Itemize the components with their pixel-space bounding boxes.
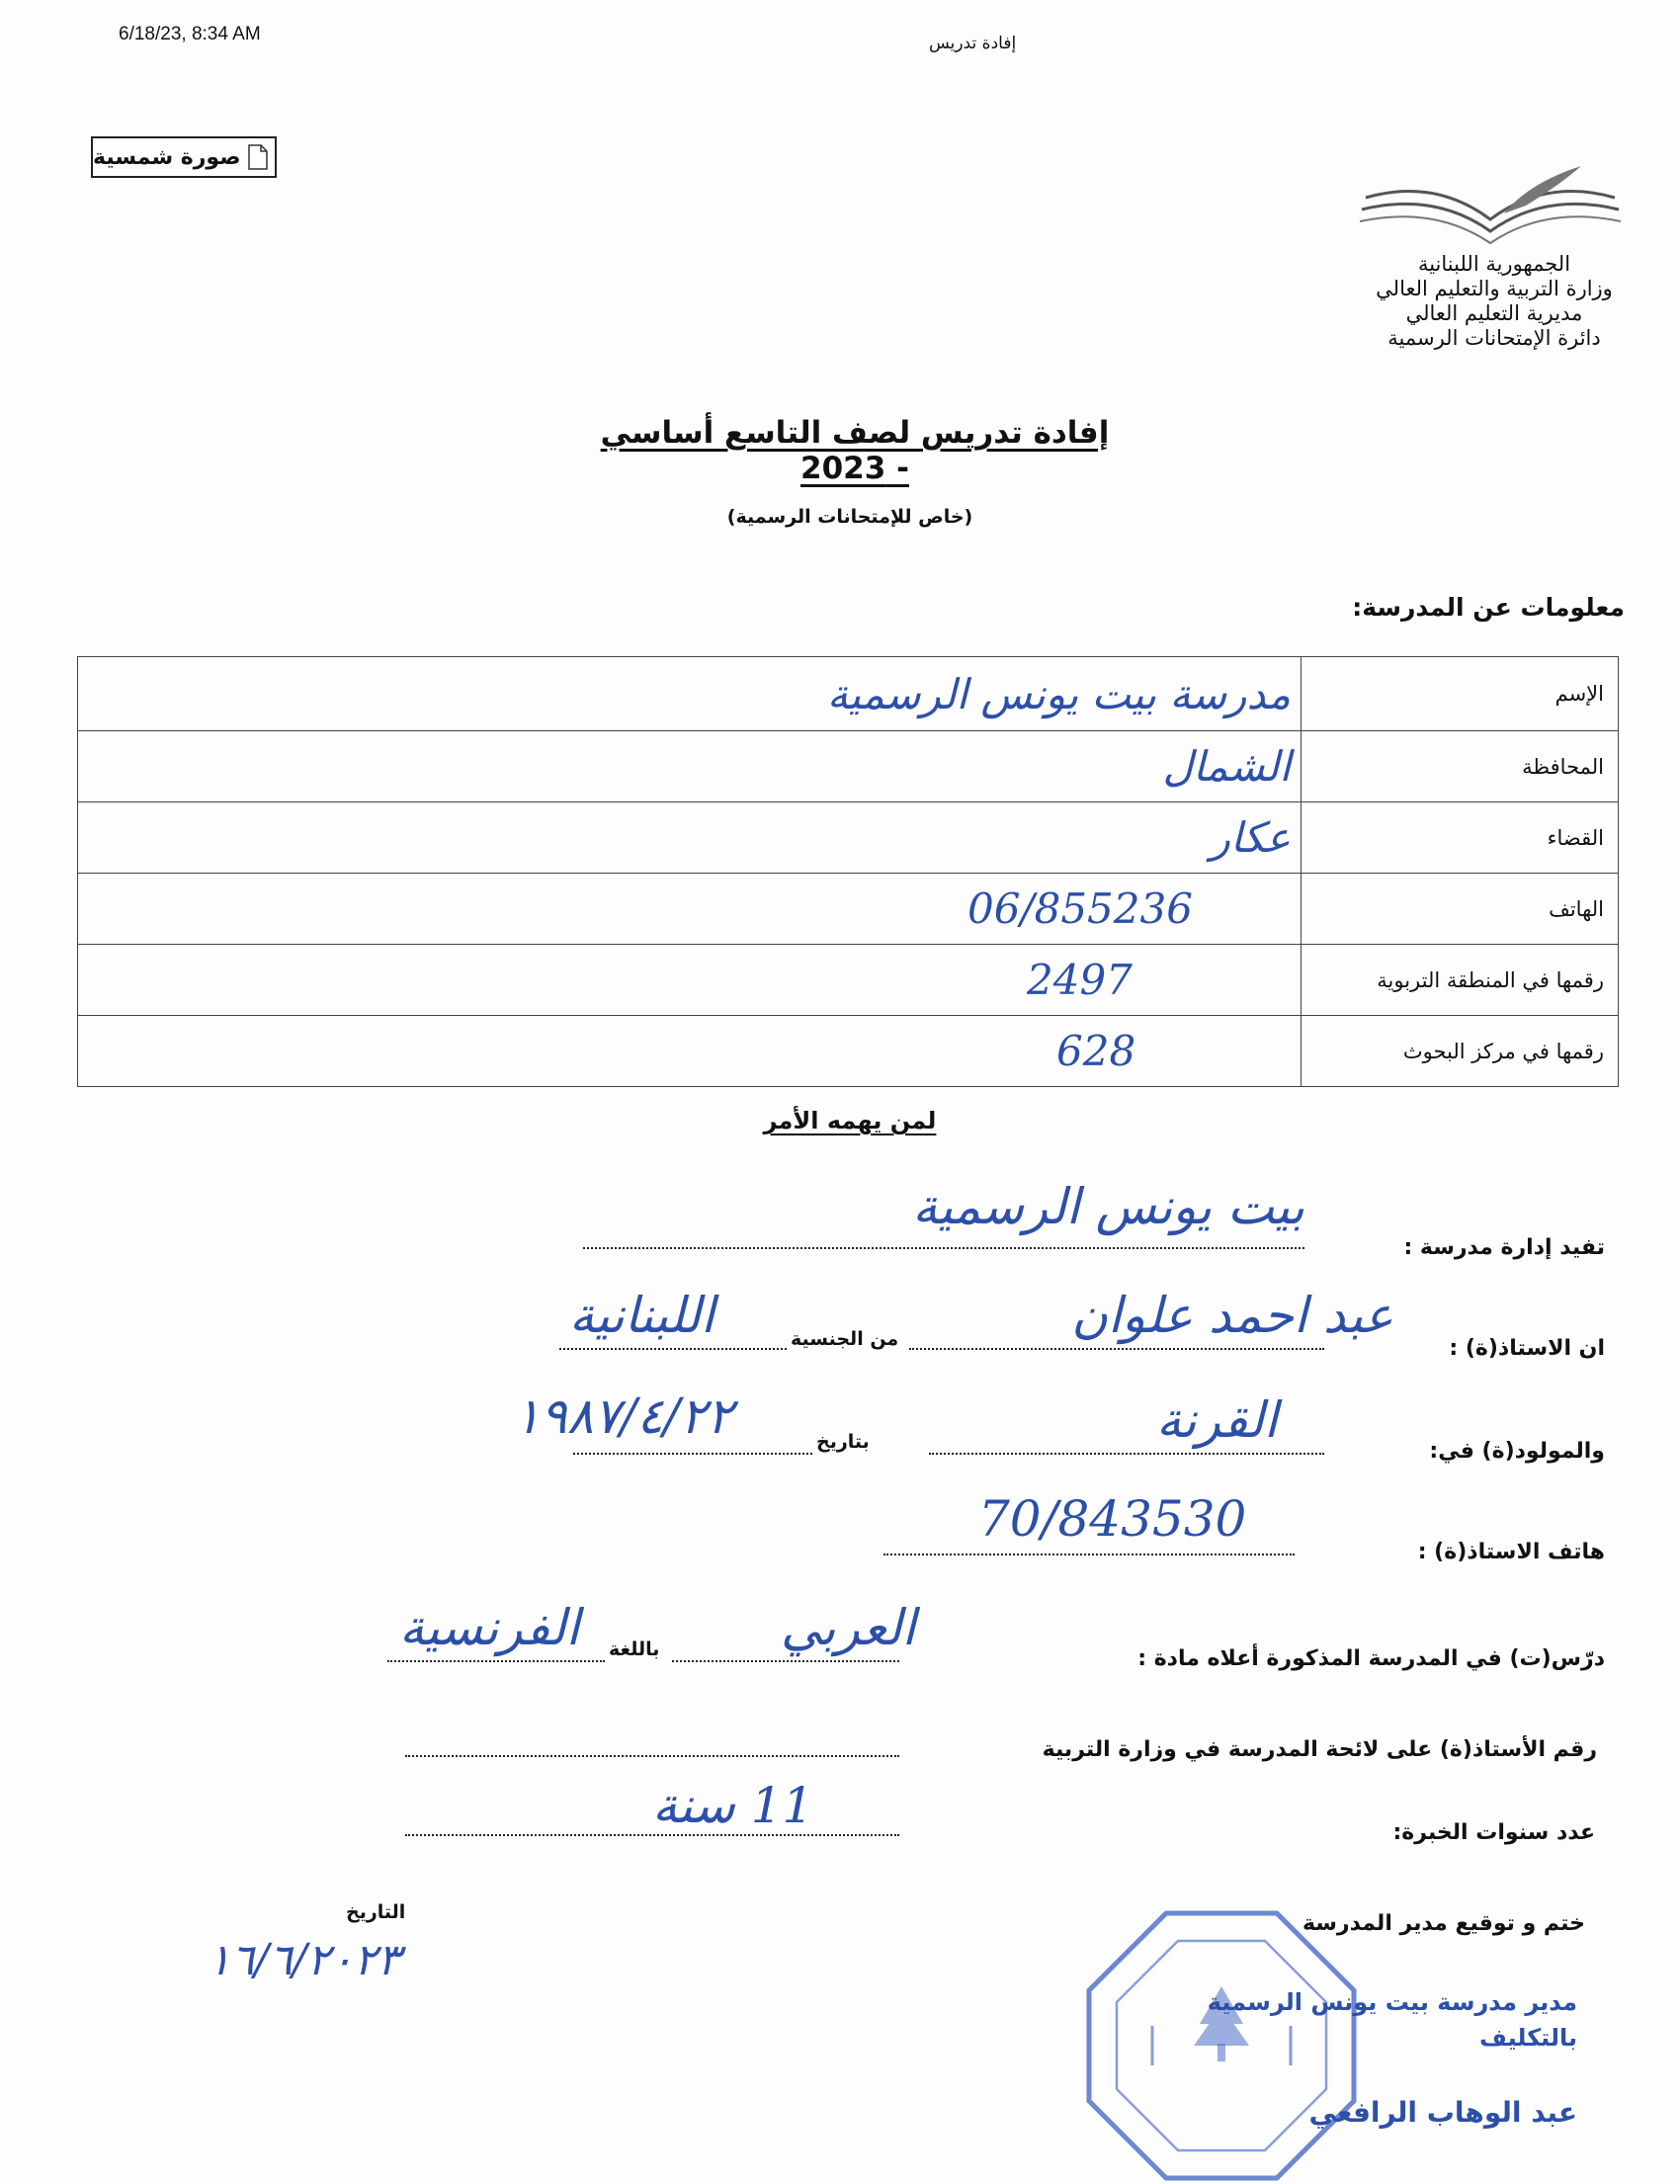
ministry-header bbox=[1354, 252, 1635, 351]
principal-line: عبد الوهاب الرافعي bbox=[1308, 2096, 1577, 2129]
school-admin-label: تفيد إدارة مدرسة : bbox=[1403, 1235, 1605, 1260]
school-info-table bbox=[77, 656, 1619, 1087]
print-datetime: 6/18/23, 8:34 AM bbox=[119, 24, 261, 44]
educational-zone-number-label: رقمها في المنطقة التربوية bbox=[1302, 945, 1619, 1016]
teacher-phone-label: هاتف الاستاذ(ة) : bbox=[1417, 1540, 1605, 1564]
school-name-value: مدرسة بيت يونس الرسمية bbox=[78, 657, 1302, 731]
document-title: إفادة تدريس لصف التاسع أساسي - 2023 bbox=[600, 415, 1110, 486]
ministry-line: دائرة الإمتحانات الرسمية bbox=[1387, 326, 1601, 350]
teacher-label: ان الاستاذ(ة) : bbox=[1449, 1336, 1605, 1361]
principal-line: بالتكليف bbox=[1479, 2024, 1577, 2052]
phone-label: الهاتف bbox=[1302, 874, 1619, 945]
ministry-line: مديرية التعليم العالي bbox=[1405, 301, 1583, 325]
experience-dots bbox=[405, 1834, 899, 1836]
table-row bbox=[78, 874, 1619, 945]
teacher-name-dots bbox=[909, 1348, 1324, 1350]
to-whom-it-may-concern: لمن يهمه الأمر bbox=[763, 1107, 937, 1134]
photo-box-label: صورة شمسية bbox=[93, 144, 241, 170]
nationality-value: اللبنانية bbox=[569, 1287, 714, 1344]
date-value: ١٦/٦/٢٠٢٣ bbox=[208, 1935, 401, 1985]
birth-place-dots bbox=[929, 1453, 1324, 1455]
print-page-title: إفادة تدريس bbox=[929, 34, 1017, 53]
date-label: التاريخ bbox=[346, 1901, 406, 1923]
ministry-logo-icon bbox=[1356, 158, 1625, 247]
birth-date-value: ١٩٨٧/٤/٢٢ bbox=[514, 1387, 733, 1445]
birth-place-label: والمولود(ة) في: bbox=[1429, 1439, 1605, 1464]
teacher-name-value: عبد احمد علوان bbox=[1071, 1287, 1393, 1344]
district-label: القضاء bbox=[1302, 802, 1619, 874]
governorate-label: المحافظة bbox=[1302, 731, 1619, 802]
language-dots bbox=[387, 1660, 605, 1662]
school-info-heading: معلومات عن المدرسة: bbox=[1352, 593, 1625, 622]
subject-value: العربي bbox=[781, 1599, 916, 1656]
school-admin-value: بيت يونس الرسمية bbox=[912, 1178, 1304, 1235]
principal-line: مدير مدرسة بيت يونس الرسمية bbox=[1207, 1988, 1577, 2016]
birth-place-value: القرنة bbox=[1156, 1391, 1278, 1449]
principal-signature-block bbox=[1208, 1984, 1577, 2131]
birth-date-dots bbox=[573, 1453, 812, 1455]
ministry-number-label: رقم الأستاذ(ة) على لائحة المدرسة في وزارة التربية bbox=[1042, 1737, 1597, 1762]
ministry-number-dots bbox=[405, 1755, 899, 1757]
nationality-label: من الجنسية bbox=[791, 1328, 899, 1350]
educational-zone-number-value: 2497 bbox=[78, 945, 1302, 1016]
language-label: باللغة bbox=[609, 1638, 660, 1660]
table-row bbox=[78, 731, 1619, 802]
table-row bbox=[78, 945, 1619, 1016]
nationality-dots bbox=[559, 1348, 787, 1350]
teacher-phone-value: 70/843530 bbox=[978, 1490, 1247, 1548]
experience-value: 11 سنة bbox=[652, 1777, 814, 1834]
subject-label: درّس(ت) في المدرسة المذكورة أعلاه مادة : bbox=[1137, 1646, 1605, 1671]
document-icon bbox=[247, 144, 269, 170]
table-row bbox=[78, 1016, 1619, 1087]
principal-signature-label: ختم و توقيع مدير المدرسة bbox=[1302, 1911, 1585, 1936]
table-row bbox=[78, 657, 1619, 731]
language-value: الفرنسية bbox=[399, 1599, 580, 1656]
table-row bbox=[78, 802, 1619, 874]
teacher-phone-dots bbox=[883, 1554, 1295, 1555]
subject-dots bbox=[672, 1660, 899, 1662]
ministry-line: الجمهورية اللبنانية bbox=[1417, 252, 1571, 276]
experience-label: عدد سنوات الخبرة: bbox=[1392, 1820, 1595, 1845]
governorate-value: الشمال bbox=[78, 731, 1302, 802]
research-center-number-value: 628 bbox=[78, 1016, 1302, 1087]
document-subtitle: (خاص للإمتحانات الرسمية) bbox=[726, 506, 973, 528]
birth-date-label: بتاريخ bbox=[816, 1431, 870, 1453]
ministry-line: وزارة التربية والتعليم العالي bbox=[1376, 277, 1613, 300]
school-name-label: الإسم bbox=[1302, 657, 1619, 731]
phone-value: 06/855236 bbox=[78, 874, 1302, 945]
district-value: عكار bbox=[78, 802, 1302, 874]
research-center-number-label: رقمها في مركز البحوث bbox=[1302, 1016, 1619, 1087]
school-admin-dots bbox=[583, 1247, 1304, 1249]
photo-box bbox=[91, 136, 277, 178]
